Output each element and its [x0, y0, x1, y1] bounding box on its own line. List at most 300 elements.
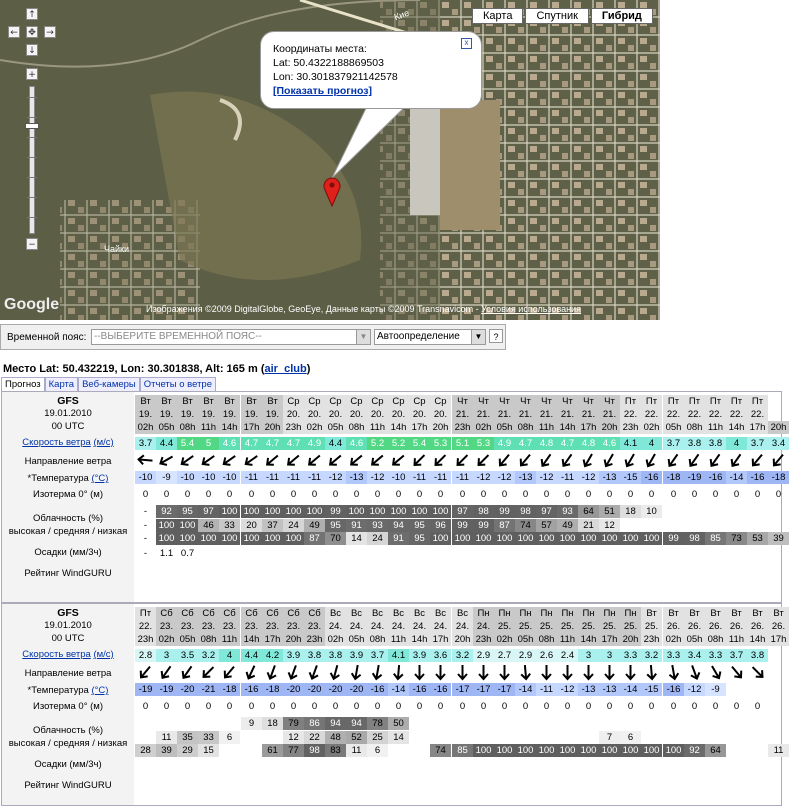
forecast-hour: 17h: [578, 421, 599, 434]
wind-direction-arrow-icon: [726, 664, 747, 680]
cloud-low-value: 95: [409, 532, 430, 545]
isotherm-value: 0: [374, 489, 381, 500]
cloud-high-value: 99: [494, 505, 515, 518]
forecast-day: Ср: [430, 395, 451, 408]
forecast-day: Ср: [304, 395, 325, 408]
forecast-day: Вт: [641, 607, 662, 620]
temperature-value: -19: [156, 683, 177, 696]
forecast-tabs: [1, 377, 216, 392]
isotherm-value: 0: [648, 489, 655, 500]
forecast-date: 24.: [409, 620, 430, 633]
forecast-day: Вс: [409, 607, 430, 620]
wind-direction-arrow-icon: [578, 664, 599, 680]
cloud-low-value: 100: [494, 532, 515, 545]
wind-unit-link[interactable]: (м/с): [93, 649, 114, 660]
temperature-unit-link[interactable]: (°C): [91, 685, 109, 696]
cloud-mid-value: 95: [325, 519, 346, 532]
wind-direction-arrow-icon: [768, 452, 789, 468]
forecast-date: 23.: [156, 620, 177, 633]
forecast-date: 20.: [325, 408, 346, 421]
wind-speed-value: 4.8: [578, 437, 599, 450]
wind-speed-value: 3.9: [409, 649, 430, 662]
wind-direction-arrow-icon: [599, 452, 620, 468]
temperature-value: -11: [262, 471, 283, 484]
wind-speed-value: 4.7: [283, 437, 304, 450]
wind-speed-value: 3.8: [747, 649, 768, 662]
forecast-date: 21.: [557, 408, 578, 421]
cloud-high-value: 94: [325, 717, 346, 730]
cloud-low-value: -: [143, 533, 148, 544]
temperature-value: -11: [409, 471, 430, 484]
forecast-date: 24.: [325, 620, 346, 633]
wind-speed-value: 3.7: [663, 437, 684, 450]
map-marker-icon[interactable]: [321, 176, 343, 208]
pan-down-button[interactable]: ↓: [26, 44, 38, 56]
forecast-hour: 17h: [747, 421, 768, 434]
cloud-mid-value: 49: [304, 519, 325, 532]
temperature-value: -12: [473, 471, 494, 484]
forecast-hour: 05h: [346, 633, 367, 646]
forecast-date: 20.: [367, 408, 388, 421]
forecast-hour: 14h: [219, 421, 240, 434]
wind-speed-value: 3: [156, 649, 177, 662]
pan-up-button[interactable]: ↑: [26, 8, 38, 20]
tab-webcams[interactable]: Веб-камеры: [78, 377, 140, 392]
forecast-day: Пн: [599, 607, 620, 620]
pan-left-button[interactable]: ←: [8, 26, 20, 38]
wind-direction-arrow-icon: [409, 664, 430, 680]
forecast-date: 24.: [367, 620, 388, 633]
wind-direction-arrow-icon: [135, 664, 156, 680]
close-icon[interactable]: x: [461, 38, 472, 49]
infowindow-lat: Lat: 50.4322188869503: [273, 57, 384, 69]
auto-detect-select[interactable]: [374, 329, 486, 345]
cloud-low-value: 100: [452, 532, 473, 545]
forecast-day: Чт: [515, 395, 536, 408]
temperature-value: -11: [304, 471, 325, 484]
cloud-mid-value: 6: [219, 731, 240, 744]
forecast-day: Чт: [452, 395, 473, 408]
forecast-date: 20.: [430, 408, 451, 421]
wind-speed-value: 4.4: [325, 437, 346, 450]
temperature-value: -15: [641, 683, 662, 696]
wind-speed-value: 3.8: [705, 437, 726, 450]
forecast-hour: 20h: [599, 421, 620, 434]
cloud-high-value: 86: [304, 717, 325, 730]
wind-direction-arrow-icon: [452, 664, 473, 680]
cloud-low-value: 83: [325, 744, 346, 757]
temperature-unit-link[interactable]: (°C): [91, 473, 109, 484]
google-logo: Google: [4, 296, 60, 313]
isotherm-value: 0: [627, 701, 634, 712]
wind-speed-value: 3: [578, 649, 599, 662]
temperature-value: -11: [430, 471, 451, 484]
timezone-label: Временной пояс:: [7, 332, 87, 343]
forecast-hour: 23h: [452, 421, 473, 434]
cloud-mid-value: 25: [367, 731, 388, 744]
wind-direction-arrow-icon: [156, 664, 177, 680]
temperature-label: [2, 685, 134, 696]
forecast-day: Вс: [346, 607, 367, 620]
wind-direction-arrow-icon: [346, 452, 367, 468]
forecast-hour: 08h: [367, 633, 388, 646]
pan-right-button[interactable]: →: [44, 26, 56, 38]
forecast-date: 24.: [430, 620, 451, 633]
cloud-low-value: 100: [599, 532, 620, 545]
cloud-high-value: 9: [241, 717, 262, 730]
auto-detect-value: Автоопределение: [377, 331, 460, 342]
forecast-day: Вт: [747, 607, 768, 620]
cloud-low-value: 85: [705, 532, 726, 545]
isotherm-value: 0: [353, 489, 360, 500]
forecast-day: Чт: [578, 395, 599, 408]
wind-speed-value: 2.4: [557, 649, 578, 662]
cloud-mid-value: 46: [198, 519, 219, 532]
wind-direction-arrow-icon: [388, 452, 409, 468]
isotherm-value: 0: [691, 701, 698, 712]
wind-speed-value: 4: [641, 437, 662, 450]
forecast-day: Пт: [726, 395, 747, 408]
precipitation-label: Осадки (мм/3ч): [34, 759, 102, 770]
model-run: 00 UTC: [51, 633, 85, 644]
wind-speed-value: 4.6: [219, 437, 240, 450]
cloud-low-value: 100: [515, 744, 536, 757]
slider-tick: [27, 117, 37, 118]
forecast-date: 21.: [599, 408, 620, 421]
cloud-mid-value: 52: [346, 731, 367, 744]
wind-direction-arrow-icon: [515, 452, 536, 468]
isotherm-value: 0: [543, 489, 550, 500]
forecast-date: 23.: [283, 620, 304, 633]
wind-direction-arrow-icon: [705, 452, 726, 468]
wind-speed-value: 3.8: [304, 649, 325, 662]
cloud-low-value: 100: [620, 532, 641, 545]
cloud-low-value: 99: [663, 532, 684, 545]
zoom-in-button[interactable]: +: [26, 68, 38, 80]
show-forecast-link[interactable]: [Показать прогноз]: [273, 85, 372, 97]
cloud-mid-value: 6: [620, 731, 641, 744]
forecast-hour: 08h: [177, 421, 198, 434]
temperature-value: -13: [599, 683, 620, 696]
wind-direction-arrow-icon: [177, 452, 198, 468]
satellite-map[interactable]: [0, 0, 660, 320]
tab-map[interactable]: Карта: [45, 377, 78, 392]
wind-direction-arrow-icon: [346, 664, 367, 680]
isotherm-label: Изотерма 0° (м): [33, 489, 103, 500]
forecast-hour: 02h: [663, 633, 684, 646]
map-type-hybrid-button[interactable]: Гибрид: [591, 8, 653, 24]
cloud-mid-value: 37: [262, 519, 283, 532]
isotherm-value: 0: [437, 489, 444, 500]
wind-unit-link[interactable]: (м/с): [93, 437, 114, 448]
wind-direction-arrow-icon: [430, 452, 451, 468]
forecast-day: Вс: [325, 607, 346, 620]
forecast-hour: 08h: [705, 633, 726, 646]
terms-link[interactable]: Условия использования: [481, 304, 582, 314]
wind-direction-arrow-icon: [177, 664, 198, 680]
forecast-day: Пт: [663, 395, 684, 408]
forecast-day: Вт: [198, 395, 219, 408]
temperature-value: -13: [346, 471, 367, 484]
temperature-label: [2, 473, 134, 484]
wind-direction-arrow-icon: [219, 664, 240, 680]
cloud-low-value: 77: [283, 744, 304, 757]
cloud-mid-value: 12: [283, 731, 304, 744]
wind-direction-arrow-icon: [641, 664, 662, 680]
wind-speed-value: 4: [726, 437, 747, 450]
wind-speed-value: 3.4: [684, 649, 705, 662]
cloud-low-value: 100: [557, 532, 578, 545]
wind-speed-value: 2.7: [494, 649, 515, 662]
forecast-day: Вт: [663, 607, 684, 620]
forecast-date: 20.: [409, 408, 430, 421]
cloud-high-value: 100: [346, 505, 367, 518]
forecast-hour: 14h: [726, 421, 747, 434]
isotherm-value: 0: [205, 489, 212, 500]
cloud-low-value: 85: [452, 744, 473, 757]
cloud-low-value: 87: [304, 532, 325, 545]
cloud-label: Облачность (%): [33, 513, 103, 524]
wind-direction-arrow-icon: [219, 452, 240, 468]
wind-direction-arrow-icon: [747, 664, 768, 680]
copyright-text: Изображения ©2009 DigitalGlobe, GeoEye, Данные карты ©2009 Transnavicom -: [146, 304, 482, 314]
forecast-day: Пт: [620, 395, 641, 408]
forecast-hour: 23h: [641, 633, 662, 646]
wind-speed-value: 3.4: [768, 437, 789, 450]
wind-direction-arrow-icon: [747, 452, 768, 468]
forecast-day: Пн: [620, 607, 641, 620]
cloud-high-value: 50: [388, 717, 409, 730]
temperature-value: -20: [346, 683, 367, 696]
help-button[interactable]: ?: [489, 329, 503, 343]
wind-direction-arrow-icon: [494, 664, 515, 680]
place-label: Чайки: [104, 244, 129, 254]
temperature-value: -17: [452, 683, 473, 696]
isotherm-value: 0: [332, 489, 339, 500]
forecast-day: Пн: [473, 607, 494, 620]
wind-speed-value: 3.7: [367, 649, 388, 662]
temperature-value: -16: [641, 471, 662, 484]
cloud-high-value: -: [143, 506, 148, 517]
isotherm-value: 0: [269, 489, 276, 500]
cloud-high-value: 94: [346, 717, 367, 730]
forecast-date: 21.: [452, 408, 473, 421]
forecast-date: 23.: [219, 620, 240, 633]
temperature-value: -14: [515, 683, 536, 696]
forecast-date: 23.: [198, 620, 219, 633]
cloud-mid-value: 33: [219, 519, 240, 532]
cloud-mid-value: 94: [388, 519, 409, 532]
isotherm-value: 0: [416, 701, 423, 712]
forecast-date: 25.: [515, 620, 536, 633]
forecast-hour: 05h: [515, 633, 536, 646]
isotherm-value: 0: [163, 489, 170, 500]
cloud-mid-value: -: [143, 520, 148, 531]
isotherm-value: 0: [163, 701, 170, 712]
place-coordinates: Место Lat: 50.432219, Lon: 30.301838, Alt: 165 m: [3, 363, 258, 375]
temperature-value: -13: [599, 471, 620, 484]
wind-direction-arrow-icon: [557, 664, 578, 680]
forecast-hour: 11h: [388, 633, 409, 646]
zoom-out-button[interactable]: −: [26, 238, 38, 250]
timezone-select[interactable]: [91, 329, 371, 345]
map-copyright: [146, 304, 581, 314]
isotherm-value: 0: [522, 489, 529, 500]
slider-tick: [27, 197, 37, 198]
map-type-map-button[interactable]: Карта: [472, 8, 523, 24]
forecast-hour: 14h: [241, 633, 262, 646]
isotherm-value: 0: [754, 489, 761, 500]
cloud-low-value: 92: [684, 744, 705, 757]
isotherm-value: 0: [480, 701, 487, 712]
forecast-day: Пт: [135, 607, 156, 620]
forecast-hour: 14h: [578, 633, 599, 646]
temperature-value: -12: [367, 471, 388, 484]
forecast-day: Чт: [599, 395, 620, 408]
isotherm-value: 0: [353, 701, 360, 712]
forecast-hour: 05h: [663, 421, 684, 434]
forecast-day: Пн: [515, 607, 536, 620]
cloud-high-value: 92: [156, 505, 177, 518]
temperature-value: -19: [135, 683, 156, 696]
forecast-day: Вт: [705, 607, 726, 620]
forecast-day: Сб: [198, 607, 219, 620]
cloud-mid-value: 14: [388, 731, 409, 744]
forecast-hour: 20h: [452, 633, 473, 646]
forecast-day: Чт: [557, 395, 578, 408]
slider-tick: [27, 177, 37, 178]
isotherm-value: 0: [248, 489, 255, 500]
forecast-date: 25.: [641, 620, 662, 633]
isotherm-value: 0: [142, 701, 149, 712]
forecast-hour: 17h: [262, 633, 283, 646]
cloud-low-value: 6: [367, 744, 388, 757]
isotherm-value: 0: [585, 489, 592, 500]
forecast-date: 19.: [156, 408, 177, 421]
pan-center-button[interactable]: ✥: [26, 26, 38, 38]
precipitation-value: 0.7: [180, 548, 195, 559]
isotherm-value: 0: [606, 489, 613, 500]
isotherm-value: 0: [585, 701, 592, 712]
forecast-day: Пт: [684, 395, 705, 408]
forecast-hour: 17h: [599, 633, 620, 646]
wind-speed-value: 3.8: [684, 437, 705, 450]
temperature-value: -14: [620, 683, 641, 696]
timezone-bar: [0, 324, 506, 350]
air-club-link[interactable]: air_club: [264, 363, 307, 375]
cloud-low-value: 24: [367, 532, 388, 545]
cloud-low-value: 100: [663, 744, 684, 757]
wind-speed-label: [2, 649, 134, 660]
wind-direction-arrow-icon: [241, 452, 262, 468]
wind-speed-value: 5.4: [409, 437, 430, 450]
cloud-high-value: 99: [325, 505, 346, 518]
place-heading: [3, 363, 310, 375]
cloud-mid-value: 33: [198, 731, 219, 744]
map-type-satellite-button[interactable]: Спутник: [525, 8, 588, 24]
forecast-date: 19.: [262, 408, 283, 421]
isotherm-value: 0: [395, 701, 402, 712]
tab-wind-reports[interactable]: Отчеты о ветре: [140, 377, 216, 392]
forecast-date: 22.: [705, 408, 726, 421]
tab-forecast[interactable]: Прогноз: [1, 377, 45, 392]
forecast-hour: 11h: [726, 633, 747, 646]
isotherm-value: 0: [712, 701, 719, 712]
isotherm-value: 0: [564, 701, 571, 712]
forecast-hour: 08h: [515, 421, 536, 434]
forecast-day: Сб: [283, 607, 304, 620]
forecast-date: 19.: [135, 408, 156, 421]
isotherm-value: 0: [269, 701, 276, 712]
forecast-hour: 08h: [346, 421, 367, 434]
wind-direction-arrow-icon: [684, 452, 705, 468]
temperature-value: -11: [283, 471, 304, 484]
cloud-low-value: 61: [262, 744, 283, 757]
wind-speed-value: 4.6: [599, 437, 620, 450]
temperature-value: -20: [177, 683, 198, 696]
forecast-day: Вт: [768, 607, 789, 620]
wind-speed-value: 5: [198, 437, 219, 450]
temperature-value: -18: [768, 471, 789, 484]
forecast-date: 19.: [198, 408, 219, 421]
forecast-hour: 05h: [325, 421, 346, 434]
cloud-low-value: 100: [473, 532, 494, 545]
forecast-day: Вт: [726, 607, 747, 620]
temperature-value: -17: [494, 683, 515, 696]
forecast-day: Пт: [747, 395, 768, 408]
forecast-hour: 17h: [768, 633, 789, 646]
wind-speed-value: 3.9: [346, 649, 367, 662]
forecast-day: Пн: [557, 607, 578, 620]
wind-direction-arrow-icon: [473, 452, 494, 468]
temperature-value: -18: [262, 683, 283, 696]
wind-direction-arrow-icon: [388, 664, 409, 680]
wind-speed-link[interactable]: Скорость ветра: [22, 649, 91, 660]
forecast-day: Вт: [177, 395, 198, 408]
timezone-select-value: --ВЫБЕРИТЕ ВРЕМЕННОЙ ПОЯС--: [94, 331, 262, 342]
forecast-day: Сб: [262, 607, 283, 620]
temperature-value: -11: [536, 683, 557, 696]
forecast-hour: 02h: [135, 421, 156, 434]
zoom-slider[interactable]: [29, 86, 35, 234]
temperature-value: -15: [620, 471, 641, 484]
wind-speed-value: 4.9: [304, 437, 325, 450]
temperature-value: -13: [578, 683, 599, 696]
wind-speed-value: 3.2: [641, 649, 662, 662]
zoom-slider-thumb[interactable]: [25, 123, 39, 129]
forecast-day: Ср: [388, 395, 409, 408]
forecast-hour: 17h: [409, 421, 430, 434]
cloud-high-value: 100: [283, 505, 304, 518]
forecast-date: 20.: [388, 408, 409, 421]
forecast-hour: 02h: [304, 421, 325, 434]
isotherm-value: 0: [184, 489, 191, 500]
forecast-date: 26.: [663, 620, 684, 633]
cloud-low-value: 39: [768, 532, 789, 545]
wind-speed-value: 4: [219, 649, 240, 662]
cloud-low-value: 100: [219, 532, 240, 545]
cloud-low-value: 11: [768, 744, 789, 757]
wind-speed-value: 3.7: [747, 437, 768, 450]
wind-speed-label: [2, 437, 134, 448]
wind-speed-link[interactable]: Скорость ветра: [22, 437, 91, 448]
temperature-value: -12: [325, 471, 346, 484]
wind-direction-arrow-icon: [494, 452, 515, 468]
wind-speed-value: 4.4: [156, 437, 177, 450]
temperature-value: -16: [241, 683, 262, 696]
wind-direction-arrow-icon: [283, 664, 304, 680]
forecast-panel-1: [1, 391, 787, 603]
